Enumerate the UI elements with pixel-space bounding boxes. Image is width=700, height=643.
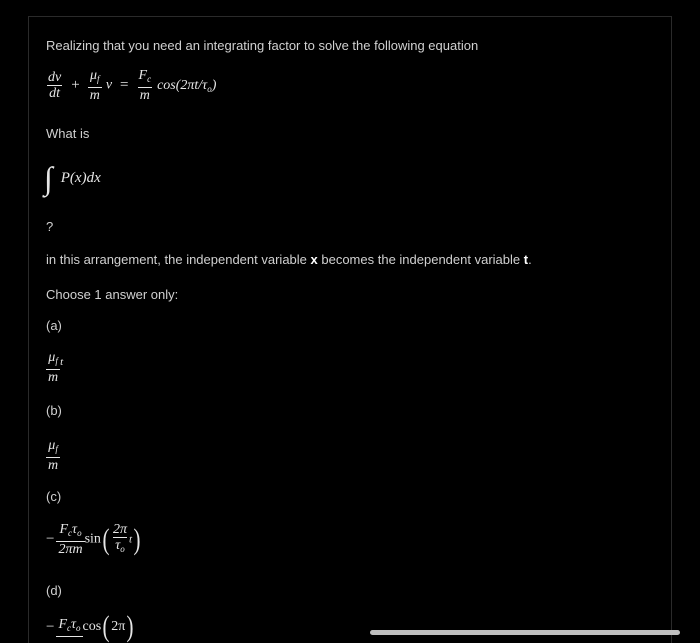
- mu-subscript: f: [97, 74, 100, 84]
- choose-instruction: Choose 1 answer only:: [46, 287, 179, 302]
- integral-sign: ∫: [44, 160, 53, 196]
- option-c-expression[interactable]: − $\frac{F_c\tau_o}{2\pi m}$ sin( $\frac{2\pi}{\tau_o}$ t): [46, 522, 141, 557]
- plus-operator: +: [71, 77, 80, 93]
- m-denominator: m: [89, 88, 100, 103]
- cos-term: $\cos(2\pi t/\tau_o)$: [157, 77, 217, 94]
- option-b-label[interactable]: (b): [46, 403, 62, 418]
- main-equation: [46, 68, 216, 103]
- what-is-text: What is: [46, 126, 90, 141]
- sin-function: sin: [84, 531, 101, 547]
- arrangement-text: in this arrangement, the independent variable x becomes the independent variable t.: [46, 252, 532, 267]
- option-a-t: t: [60, 356, 64, 369]
- option-b-expression[interactable]: $\frac{\mu_f}{m}$: [48, 438, 59, 473]
- option-a-expression[interactable]: $\frac{\mu_f}{m}$ $^t$: [48, 350, 64, 385]
- mu-symbol: μ: [89, 68, 97, 83]
- F-symbol: F: [138, 68, 148, 83]
- option-d-expression[interactable]: − $F_c\tau_o$ cos( 2π): [46, 610, 134, 643]
- v-variable: v: [105, 77, 113, 93]
- F-m-fraction: [137, 68, 154, 103]
- option-d-label[interactable]: (d): [46, 583, 62, 598]
- mu-m-fraction: [88, 68, 102, 103]
- intro-text: Realizing that you need an integrating factor to solve the following equation: [46, 38, 479, 53]
- tau-subscript: o: [207, 83, 212, 94]
- question-mark: ?: [46, 219, 54, 234]
- dv-numerator: dv: [48, 70, 62, 85]
- cos-function: cos: [82, 619, 102, 634]
- option-a-label[interactable]: (a): [46, 318, 62, 333]
- equals-operator: =: [120, 77, 129, 93]
- var-t: t: [523, 252, 529, 267]
- dv-dt-fraction: [46, 70, 63, 101]
- m2-denominator: m: [139, 88, 150, 103]
- F-subscript: c: [147, 74, 152, 84]
- integral-expression: [44, 160, 101, 197]
- var-x: x: [310, 252, 318, 267]
- option-c-label[interactable]: (c): [46, 489, 62, 504]
- scroll-progress-bar[interactable]: [370, 630, 680, 635]
- integrand: P(x)dx: [60, 170, 101, 186]
- dt-denominator: dt: [49, 86, 61, 101]
